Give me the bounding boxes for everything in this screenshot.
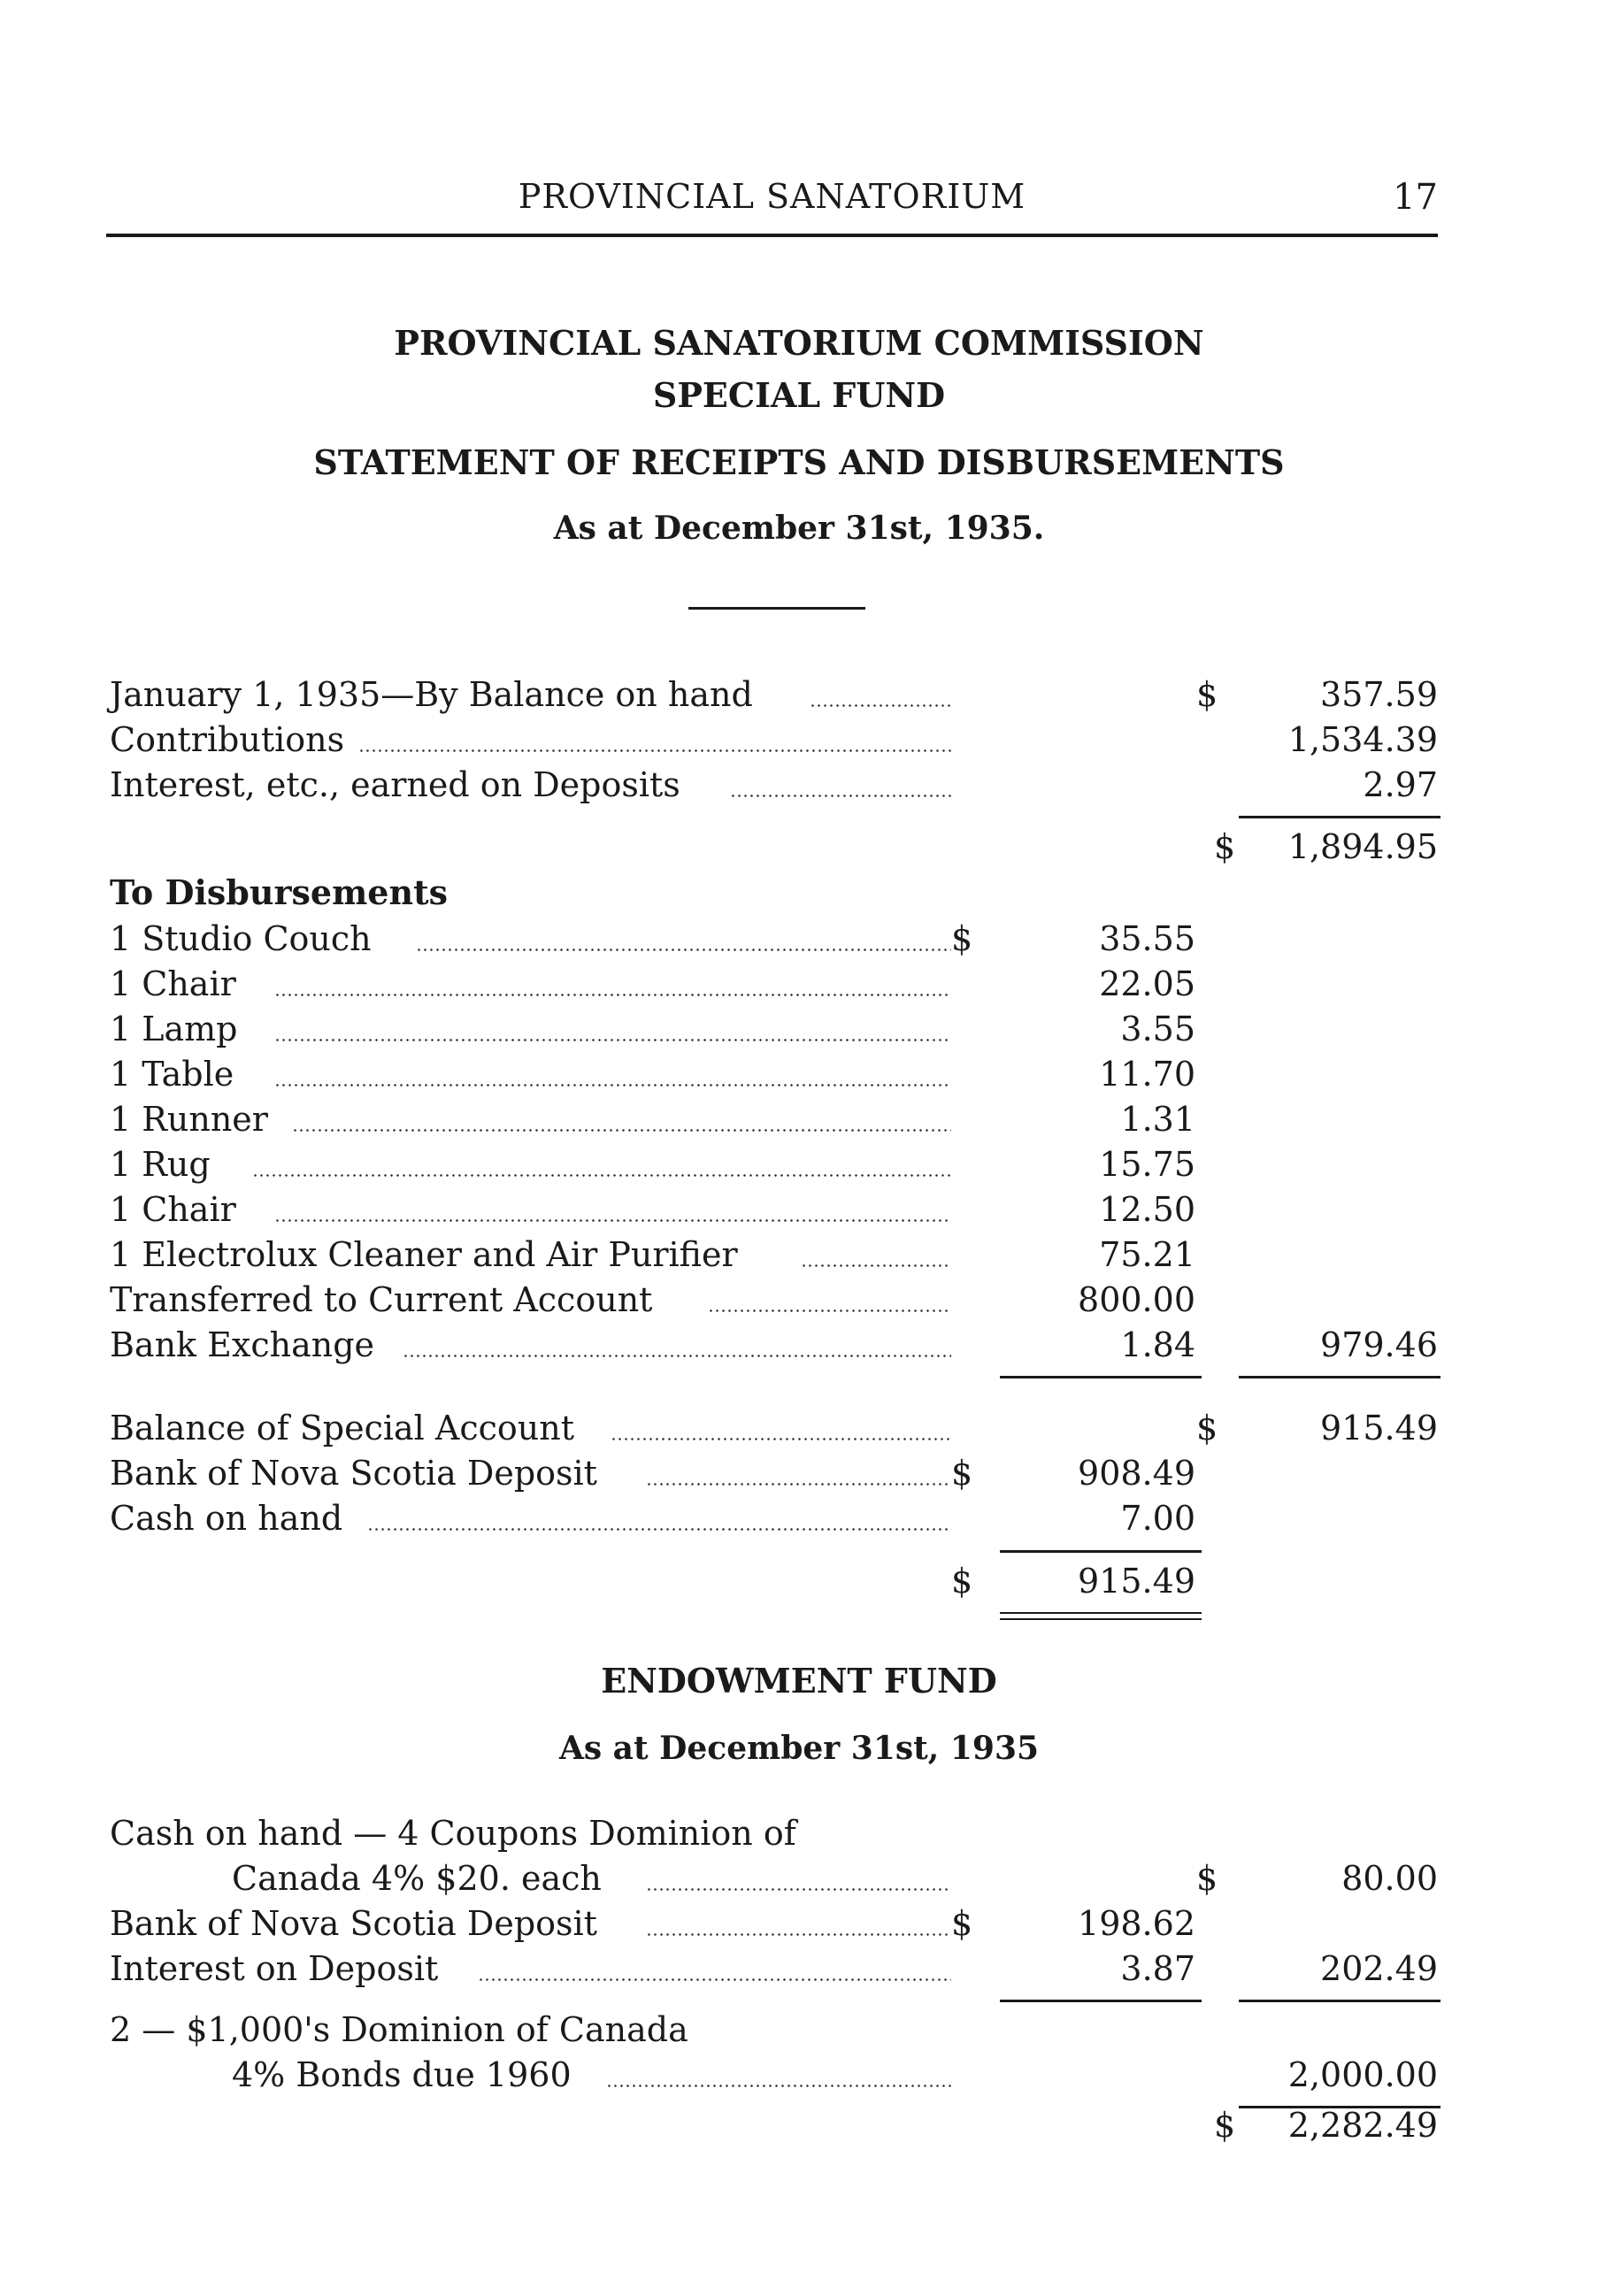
subtotal-rule	[1000, 1376, 1202, 1378]
balance-item-label: Cash on hand	[110, 1499, 343, 1538]
statement-heading: STATEMENT OF RECEIPTS AND DISBURSEMENTS	[313, 442, 1285, 482]
disbursement-label: 1 Table	[110, 1055, 234, 1094]
balance-item-amount: 7.00	[1120, 1499, 1195, 1538]
dollar-sign: $	[1196, 1409, 1218, 1447]
disbursement-label: Bank Exchange	[110, 1325, 375, 1364]
dot-leader	[646, 1888, 951, 1891]
subtotal-rule	[1000, 2000, 1202, 2002]
disbursement-amount: 22.05	[1099, 964, 1195, 1003]
disbursement-row	[0, 962, 1598, 1006]
interest-label: Interest on Deposit	[110, 1949, 439, 1988]
dot-leader	[274, 1084, 951, 1087]
coupons-amount: 80.00	[1341, 1859, 1438, 1898]
balance-label: Balance of Special Account	[110, 1409, 575, 1447]
dollar-sign: $	[951, 919, 973, 958]
dot-leader	[810, 704, 951, 707]
bonds-amount: 2,000.00	[1287, 2055, 1438, 2094]
page-number: 17	[1393, 177, 1438, 218]
balance-item-row	[0, 1496, 1598, 1540]
endowment-interest-row	[0, 1947, 1598, 1991]
subtotal-rule	[1239, 1376, 1441, 1378]
coupons-row	[0, 1811, 1598, 1855]
disbursement-amount: 3.55	[1120, 1010, 1195, 1048]
balance-row	[0, 1406, 1598, 1450]
disbursement-row	[0, 1142, 1598, 1186]
disbursement-row	[0, 1097, 1598, 1141]
disbursement-row	[0, 917, 1598, 961]
dot-leader	[730, 795, 951, 797]
running-head	[106, 177, 1438, 228]
disbursement-label: 1 Runner	[110, 1100, 268, 1139]
dot-leader	[367, 1528, 951, 1531]
disbursements-total: 979.46	[1320, 1325, 1438, 1364]
dot-leader	[358, 749, 951, 752]
dollar-sign: $	[951, 1904, 973, 1943]
disbursement-label: Transferred to Current Account	[110, 1280, 653, 1319]
receipts-total: 1,894.95	[1287, 827, 1438, 866]
bonds-label-line1: 2 — $1,000's Dominion of Canada	[110, 2010, 688, 2049]
bonds-label-line2: 4% Bonds due 1960	[232, 2055, 572, 2094]
header-rule	[106, 234, 1438, 237]
receipt-row	[0, 763, 1598, 807]
receipt-label: January 1, 1935—By Balance on hand	[110, 675, 753, 714]
disbursements-heading: To Disbursements	[110, 872, 449, 912]
dot-leader	[708, 1309, 951, 1312]
disbursement-row	[0, 1187, 1598, 1232]
disbursement-amount: 800.00	[1078, 1280, 1195, 1319]
dot-leader	[646, 1933, 951, 1936]
endowment-grand-total: 2,282.49	[1287, 2106, 1438, 2145]
receipt-row	[0, 718, 1598, 762]
deposit-amount: 198.62	[1078, 1904, 1195, 1943]
dollar-sign: $	[951, 1562, 973, 1601]
balance-item-amount: 908.49	[1078, 1454, 1195, 1493]
balance-item-label: Bank of Nova Scotia Deposit	[110, 1454, 597, 1493]
disbursement-amount: 12.50	[1099, 1190, 1195, 1229]
balance-item-row	[0, 1451, 1598, 1495]
disbursement-label: 1 Lamp	[110, 1010, 238, 1048]
dot-leader	[646, 1483, 951, 1486]
dot-leader	[416, 948, 951, 951]
deposit-subtotal: 202.49	[1320, 1949, 1438, 1988]
interest-amount: 3.87	[1120, 1949, 1195, 1988]
disbursement-row	[0, 1323, 1598, 1367]
receipt-label: Contributions	[110, 720, 345, 759]
dollar-sign: $	[1214, 827, 1236, 866]
subtotal-rule	[1239, 816, 1441, 818]
receipt-amount: 1,534.39	[1287, 720, 1438, 759]
endowment-deposit-row	[0, 1901, 1598, 1946]
disbursement-label: 1 Rug	[110, 1145, 211, 1184]
coupons-label-line1: Cash on hand — 4 Coupons Dominion of	[110, 1814, 796, 1853]
disbursement-label: 1 Chair	[110, 1190, 236, 1229]
dollar-sign: $	[1196, 675, 1218, 714]
heading-divider	[688, 607, 865, 610]
disbursement-amount: 11.70	[1099, 1055, 1195, 1094]
dot-leader	[292, 1129, 951, 1132]
disbursement-amount: 15.75	[1099, 1145, 1195, 1184]
balance-total: 915.49	[1078, 1562, 1195, 1601]
receipt-label: Interest, etc., earned on Deposits	[110, 765, 680, 804]
coupons-row	[0, 1856, 1598, 1901]
bonds-row	[0, 2053, 1598, 2097]
statement-date: As at December 31st, 1935.	[553, 510, 1045, 547]
dollar-sign: $	[951, 1454, 973, 1493]
dot-leader	[252, 1174, 951, 1177]
dot-leader	[274, 1219, 951, 1222]
dollar-sign: $	[1196, 1859, 1218, 1898]
disbursement-label: 1 Studio Couch	[110, 919, 372, 958]
balance-total-row	[0, 1559, 1598, 1603]
dot-leader	[403, 1355, 951, 1357]
dot-leader	[611, 1438, 951, 1440]
disbursement-label: 1 Electrolux Cleaner and Air Purifier	[110, 1235, 738, 1274]
disbursement-label: 1 Chair	[110, 964, 236, 1003]
receipt-amount: 2.97	[1363, 765, 1438, 804]
endowment-total-row	[0, 2103, 1598, 2147]
disbursement-row	[0, 1278, 1598, 1322]
disbursement-amount: 35.55	[1099, 919, 1195, 958]
deposit-label: Bank of Nova Scotia Deposit	[110, 1904, 597, 1943]
balance-amount: 915.49	[1320, 1409, 1438, 1447]
commission-heading: PROVINCIAL SANATORIUM COMMISSION	[394, 323, 1204, 363]
dot-leader	[801, 1264, 951, 1267]
bonds-row	[0, 2008, 1598, 2052]
receipts-total-row	[0, 825, 1598, 869]
disbursement-row	[0, 1007, 1598, 1051]
dot-leader	[478, 1978, 951, 1981]
dot-leader	[606, 2085, 951, 2087]
disbursement-row	[0, 1232, 1598, 1277]
coupons-label-line2: Canada 4% $20. each	[232, 1859, 602, 1898]
endowment-date: As at December 31st, 1935	[558, 1730, 1040, 1767]
disbursement-amount: 1.31	[1120, 1100, 1195, 1139]
receipt-amount: 357.59	[1320, 675, 1438, 714]
fund-heading: SPECIAL FUND	[652, 375, 946, 415]
subtotal-rule	[1239, 2000, 1441, 2002]
dot-leader	[274, 1039, 951, 1041]
dollar-sign: $	[1214, 2106, 1236, 2145]
double-rule	[1000, 1612, 1202, 1620]
running-head-title: PROVINCIAL SANATORIUM	[518, 177, 1026, 216]
subtotal-rule	[1000, 1550, 1202, 1553]
dot-leader	[274, 994, 951, 996]
receipt-row	[0, 672, 1598, 717]
endowment-heading: ENDOWMENT FUND	[601, 1661, 997, 1701]
disbursement-amount: 75.21	[1099, 1235, 1195, 1274]
disbursement-amount: 1.84	[1120, 1325, 1195, 1364]
disbursements-heading-row	[0, 871, 1598, 915]
disbursement-row	[0, 1052, 1598, 1096]
